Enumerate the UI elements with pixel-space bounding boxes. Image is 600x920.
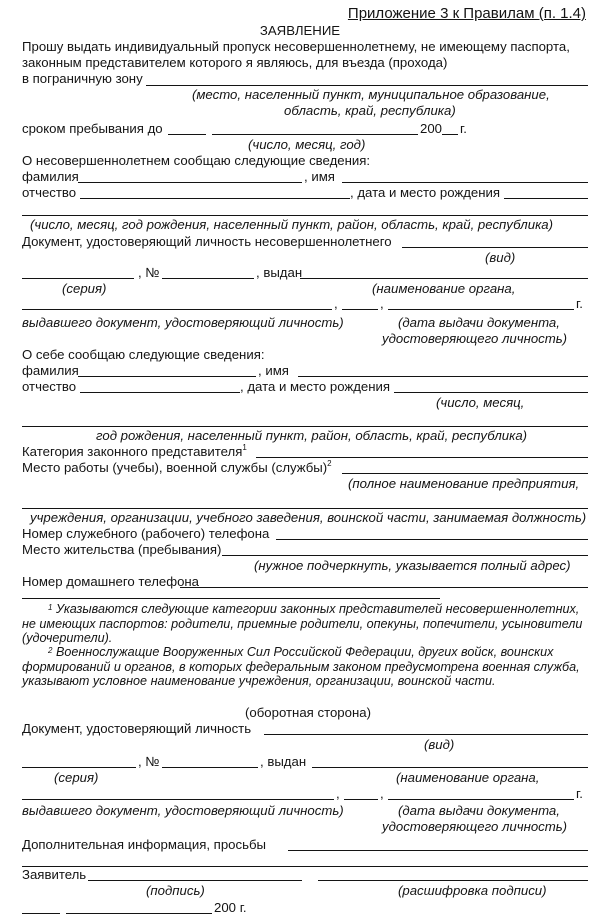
self-patronymic-field[interactable] [80,392,240,393]
work-phone-label: Номер служебного (рабочего) телефона [22,526,270,541]
minor-issue-day-field[interactable] [342,309,378,310]
appendix-reference: Приложение 3 к Правилам (п. 1.4) [347,5,586,22]
minor-date-hint-1: (дата выдачи документа, [398,315,560,330]
minor-surname-field[interactable] [78,182,302,183]
minor-patronymic-field[interactable] [80,198,350,199]
reverse-authority-hint: (наименование органа, [396,770,540,785]
reverse-doc-kind-hint: (вид) [424,737,455,752]
self-name-field[interactable] [298,376,588,377]
minor-birth-label: , дата и место рождения [350,185,501,200]
reverse-authority-field[interactable] [312,767,588,768]
sign-year [214,901,247,914]
self-name-label: , имя [258,363,289,378]
minor-year-suffix: г. [576,296,583,311]
intro-line-2: законным представителем которого я являюсь, для въезда (прохода) [22,55,448,70]
form-title: ЗАЯВЛЕНИЕ [259,23,341,38]
applicant-label: Заявитель [22,867,87,882]
minor-patronymic-label: отчество [22,185,77,200]
home-phone-label: Номер домашнего телефона [22,574,200,589]
intro-line-1: Прошу выдать индивидуальный пропуск несовершеннолетнему, не имеющему паспорта, [22,39,570,54]
extra-info-field-2[interactable] [22,866,588,867]
reverse-doc-label: Документ, удостоверяющий личность [22,721,252,736]
reverse-series-field[interactable] [22,767,136,768]
minor-surname-label: фамилия [22,169,79,184]
minor-doc-kind-hint: (вид) [485,250,516,265]
stay-year-prefix: 200 [420,121,443,136]
footnote-1-mark: 1 [48,603,53,612]
work-field-2[interactable] [22,508,588,509]
self-birth-hint-2: год рождения, населенный пункт, район, область, край, республика) [96,428,528,443]
reverse-date-hint-2: удостоверяющего личность) [382,819,568,834]
reverse-issued-label: , выдан [260,754,307,769]
category-footnote-mark: 1 [242,443,247,452]
reverse-issuer-field[interactable] [22,799,334,800]
self-birth-field-2[interactable] [22,426,588,427]
minor-name-field[interactable] [342,182,588,183]
work-hint-2: учреждения, организации, учебного заведения, воинской части, занимаемая должность) [30,510,587,525]
reverse-number-sign: № [145,754,160,769]
footnote-2 [22,645,596,689]
minor-issued-label: , выдан [256,265,303,280]
sign-year-prefix: 200 [214,900,237,915]
footnote-1 [22,602,596,646]
sign-day-field[interactable] [22,913,60,914]
self-birth-hint-1: (число, месяц, [436,395,525,410]
footnote-2-mark: 2 [48,646,53,655]
minor-authority-field[interactable] [300,278,588,279]
minor-comma-1: , [334,296,338,311]
reverse-issue-day-field[interactable] [344,799,378,800]
reverse-doc-kind-field[interactable] [264,734,588,735]
reverse-number-field[interactable] [162,767,258,768]
minor-number-field[interactable] [162,278,254,279]
extra-info-label: Дополнительная информация, просьбы [22,837,266,852]
minor-authority-hint: (наименование органа, [372,281,516,296]
reverse-series-hint: (серия) [54,770,99,785]
zone-hint-2: область, край, республика) [284,103,456,118]
minor-number-sign: № [145,265,160,280]
reverse-number-label: , № [138,754,160,769]
decoding-hint: (расшифровка подписи) [398,883,547,898]
signature-hint: (подпись) [146,883,205,898]
stay-year-field[interactable] [442,134,458,135]
minor-date-hint-2: удостоверяющего личность) [382,331,568,346]
reverse-comma-2: , [380,786,384,801]
minor-name-text: имя [311,169,335,184]
reverse-comma-1: , [336,786,340,801]
home-phone-field[interactable] [180,587,588,588]
minor-birth-field-2[interactable] [22,215,588,216]
reverse-year-suffix: г. [576,786,583,801]
self-surname-field[interactable] [78,376,256,377]
minor-heading: О несовершеннолетнем сообщаю следующие сведения: [22,153,371,168]
minor-issuer-field[interactable] [22,309,332,310]
residence-label: Место жительства (пребывания) [22,542,222,557]
work-label [22,461,332,474]
reverse-issuer-hint: выдавшего документ, удостоверяющий личность) [22,803,344,818]
stay-month-field[interactable] [212,134,418,135]
work-hint-1: (полное наименование предприятия, [348,476,580,491]
category-field[interactable] [256,457,588,458]
stay-day-field[interactable] [168,134,206,135]
minor-comma-2: , [380,296,384,311]
sign-month-field[interactable] [66,913,212,914]
reverse-heading: (оборотная сторона) [245,705,371,720]
minor-issuer-hint: выдавшего документ, удостоверяющий личность) [22,315,344,330]
stay-hint: (число, месяц, год) [248,137,366,152]
sign-year-suffix: г. [239,900,247,915]
work-footnote-mark: 2 [327,459,332,468]
self-patronymic-label: отчество [22,379,77,394]
footnote-separator [22,598,440,599]
reverse-issue-date-field[interactable] [388,799,574,800]
self-birth-field-1[interactable] [394,392,588,393]
minor-name-label: , имя [304,169,335,184]
minor-series-field[interactable] [22,278,134,279]
self-birth-label: , дата и место рождения [240,379,391,394]
category-text: Категория законного представителя [22,444,243,459]
work-text: Место работы (учебы), военной службы (службы) [22,460,328,475]
residence-field-1[interactable] [222,555,588,556]
zone-field[interactable] [146,85,588,86]
work-phone-field[interactable] [276,539,588,540]
footnote-2-text: Военнослужащие Вооруженных Сил Российской Федерации, других войск, воинских формирований и органов, в которых федеральным законом предусмотрена военная служба, указывают условное наименование учреждения, организации, воинской части. [22,645,580,688]
stay-year-suffix: г. [460,121,467,136]
minor-birth-field-1[interactable] [504,198,588,199]
category-label [22,445,247,458]
minor-doc-label: Документ, удостоверяющий личность несовершеннолетнего [22,234,392,249]
zone-hint-1: (место, населенный пункт, муниципальное образование, [192,87,550,102]
reverse-date-hint-1: (дата выдачи документа, [398,803,560,818]
self-heading: О себе сообщаю следующие сведения: [22,347,265,362]
signature-decoding-field[interactable] [318,880,588,881]
zone-label: в пограничную зону [22,71,143,86]
minor-issue-date-field[interactable] [388,309,574,310]
footnote-1-text: Указываются следующие категории законных представителей несовершеннолетних, не имеющих паспортов: родители, приемные родители, опекуны, попечители, усыновители (удочерители). [22,602,583,645]
self-surname-label: фамилия [22,363,79,378]
minor-series-hint: (серия) [62,281,107,296]
residence-hint: (нужное подчеркнуть, указывается полный адрес) [254,558,571,573]
minor-doc-kind-field[interactable] [402,247,588,248]
work-field-1[interactable] [342,473,588,474]
extra-info-field-1[interactable] [288,850,588,851]
minor-number-label: , № [138,265,160,280]
minor-birth-hint: (число, месяц, год рождения, населенный пункт, район, область, край, республика) [30,217,554,232]
stay-label: сроком пребывания до [22,121,163,136]
signature-field[interactable] [88,880,302,881]
